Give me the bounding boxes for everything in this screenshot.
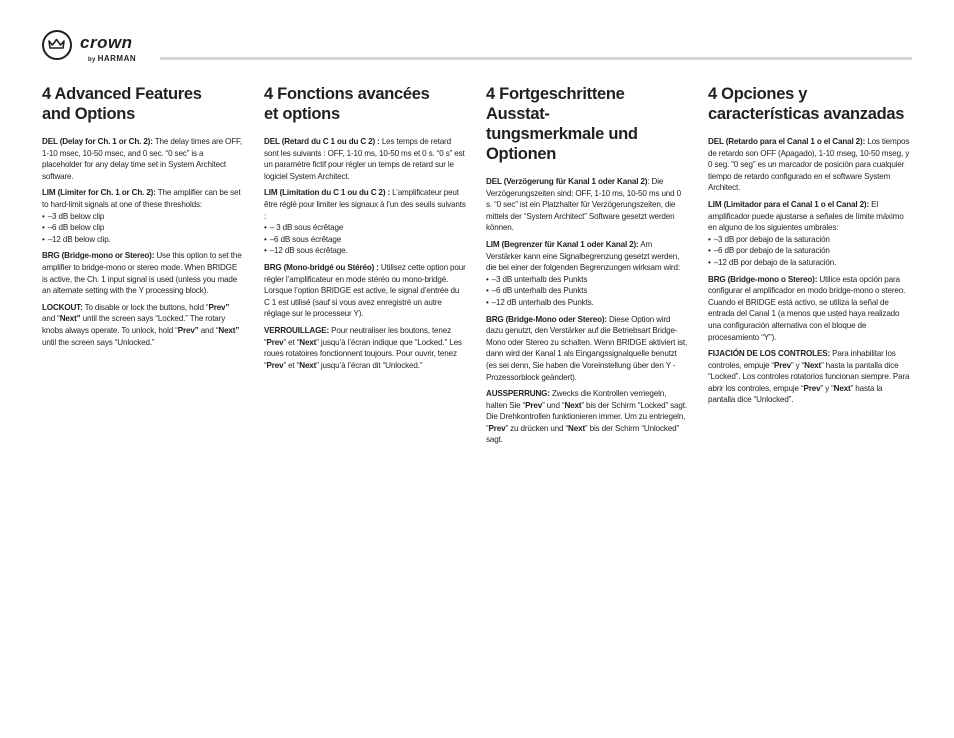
list-item: • –12 dB unterhalb des Punkts. <box>486 297 688 309</box>
threshold-list <box>486 274 688 309</box>
list-item: • –12 dB por debajo de la saturación. <box>708 257 910 269</box>
brg-paragraph: BRG (Mono-bridgé ou Stéréo) : Utilisez cette option pour régler l’amplificateur en mode stéréo ou mono-bridgé. Lorsque l’option BRIDGE est active, le signal d’entrée du C 1 est utilisé (sauf si vous avez enregistré un autre réglage sur le processeur Y). <box>264 262 466 319</box>
list-item: • – 3 dB sous écrêtage <box>264 222 466 234</box>
lockout-paragraph: LOCKOUT: To disable or lock the buttons, hold “Prev” and “Next” until the screen says “Locked.” The rotary knobs always operate. To unlock, hold “Prev” and “Next” until the screen says “Unlocked.” <box>42 302 240 347</box>
column-english <box>42 84 244 353</box>
del-paragraph: DEL (Verzögerung für Kanal 1 oder Kanal 2): Die Verzögerungszeiten sind: OFF, 1-10 ms, 10-50 ms und 0 s. “0 sec” ist ein Platzhalter für Verzögerungszeiten, die mittels der “System Architect” Software gesetzt werden können. <box>486 177 681 233</box>
list-item: • –6 dB por debajo de la saturación <box>708 245 910 257</box>
lim-paragraph: LIM (Limitador para el Canal 1 o el Canal 2): El amplificador puede ajustarse a señales de límite máximo en alguno de los siguientes umbrales: <box>708 199 904 233</box>
lockout-paragraph: VERROUILLAGE: Pour neutraliser les boutons, tenez “Prev” et “Next” jusqu’à l’écran indique que “Locked.” Les roues rotatoires fonctionnent toujours. Pour ouvrir, tenez “Prev” et “Next” jusqu’à l’écran dit “Unlocked.” <box>264 325 462 370</box>
brg-paragraph: BRG (Bridge-mono or Stereo): Use this option to set the amplifier to bridge-mono or stereo mode. When BRIDGE is active, the Ch. 1 input signal is used (unless you made an alternate setting with the Y processing block). <box>42 251 242 296</box>
threshold-list <box>42 211 244 246</box>
threshold-list <box>708 234 910 269</box>
list-item: • –6 dB below clip <box>42 222 244 234</box>
crown-logo-icon <box>42 30 72 60</box>
section-title: 4 Advanced Features and Options <box>42 85 202 123</box>
list-item: • –12 dB below clip. <box>42 234 244 246</box>
column-spanish <box>708 84 910 411</box>
brg-paragraph: BRG (Bridge-mono o Stereo): Utilice esta opción para configurar el amplificador en modo bridge-mono o stereo. Cuando el BRIDGE está activo, se utiliza la señal de entrada del Canal 1 (a menos que usted haya realizado una configuración alternativa con el bloque de procesamiento “Y”). <box>708 274 906 342</box>
section-title: 4 Fonctions avancées et options <box>264 85 430 123</box>
lockout-paragraph: AUSSPERRUNG: Zwecks die Kontrollen verriegeln, halten Sie “Prev” und “Next” bis der Schirm “Locked” sagt. Die Drehkontrollen funktionieren immer. Um zu entriegeln, “Prev” zu drücken und “Next” bis der Schirm “Unlocked” sagt. <box>486 389 687 445</box>
list-item: • –6 dB sous écrêtage <box>264 234 466 246</box>
section-title: 4 Fortgeschrittene Ausstat- tungsmerkmale und Optionen <box>486 85 638 163</box>
brand-harman: HARMAN <box>97 54 137 63</box>
list-item: • –3 dB unterhalb des Punkts <box>486 274 688 286</box>
list-item: • –3 dB below clip <box>42 211 244 223</box>
del-paragraph: DEL (Retardo para el Canal 1 o el Canal 2): Los tiempos de retardo son OFF (Apagado), 1-10 mseg, 10-50 mseg, y 0 seg. “0 seg” es un marcador de posición para cualquier tiempo de retardo configurado en el software System Architect. <box>708 137 910 193</box>
brand-wordmark: crown <box>80 33 133 52</box>
lim-paragraph: LIM (Limitation du C 1 ou du C 2) : L’amplificateur peut être réglé pour limiter les signaux à l’un des seuils suivants : <box>264 188 466 221</box>
list-item: • –6 dB unterhalb des Punkts <box>486 285 688 297</box>
list-item: • –12 dB sous écrêtage. <box>264 245 466 257</box>
del-paragraph: DEL (Retard du C 1 ou du C 2) : Les temps de retard sont les suivants : OFF, 1-10 ms, 10-50 ms et 0 s. “0 s” est un paramètre fictif pour régler un temps de retard sur le logiciel System Architect. <box>264 137 465 181</box>
threshold-list <box>264 222 466 257</box>
column-french <box>264 84 466 376</box>
brand-by: by <box>88 57 96 63</box>
header-divider <box>160 57 912 60</box>
del-paragraph: DEL (Delay for Ch. 1 or Ch. 2): The delay times are OFF, 1-10 msec, 10-50 msec, and 0 sec. “0 sec” is a placeholder for any delay time set in System Architect software. <box>42 137 242 181</box>
brg-paragraph: BRG (Bridge-Mono oder Stereo): Diese Option wird dazu genutzt, den Verstärker auf die Betriebsart Bridge-Mono oder Stereo zu schalten. Wenn BRIDGE aktiviert ist, dann wird der Kanal 1 als Eingangssignalquelle benutzt (es sei denn, Sie haben die Voreinstellung über den Y -Prozessorblock geändert). <box>486 314 688 382</box>
section-title: 4 Opciones y características avanzadas <box>708 85 905 123</box>
list-item: • –3 dB por debajo de la saturación <box>708 234 910 246</box>
column-german <box>486 84 688 451</box>
lim-paragraph: LIM (Begrenzer für Kanal 1 oder Kanal 2): Am Verstärker kann eine Signalbegrenzung gesetzt werden, die bei einer der folgenden Begrenzungen wirksam wird: <box>486 239 680 273</box>
brand-byline <box>88 54 136 63</box>
lim-paragraph: LIM (Limiter for Ch. 1 or Ch. 2): The amplifier can be set to hard-limit signals at one of these thresholds: <box>42 188 241 209</box>
lockout-paragraph: FIJACIÓN DE LOS CONTROLES: Para inhabilitar los controles, empuje “Prev” y “Next” hasta la pantalla dice “Locked”. Los controles rotatorios funcionan siempre. Para abrir los controles, empuje “Prev” y “Next” hasta la pantalla dice “Unlocked”. <box>708 349 910 405</box>
page-header <box>42 30 912 70</box>
